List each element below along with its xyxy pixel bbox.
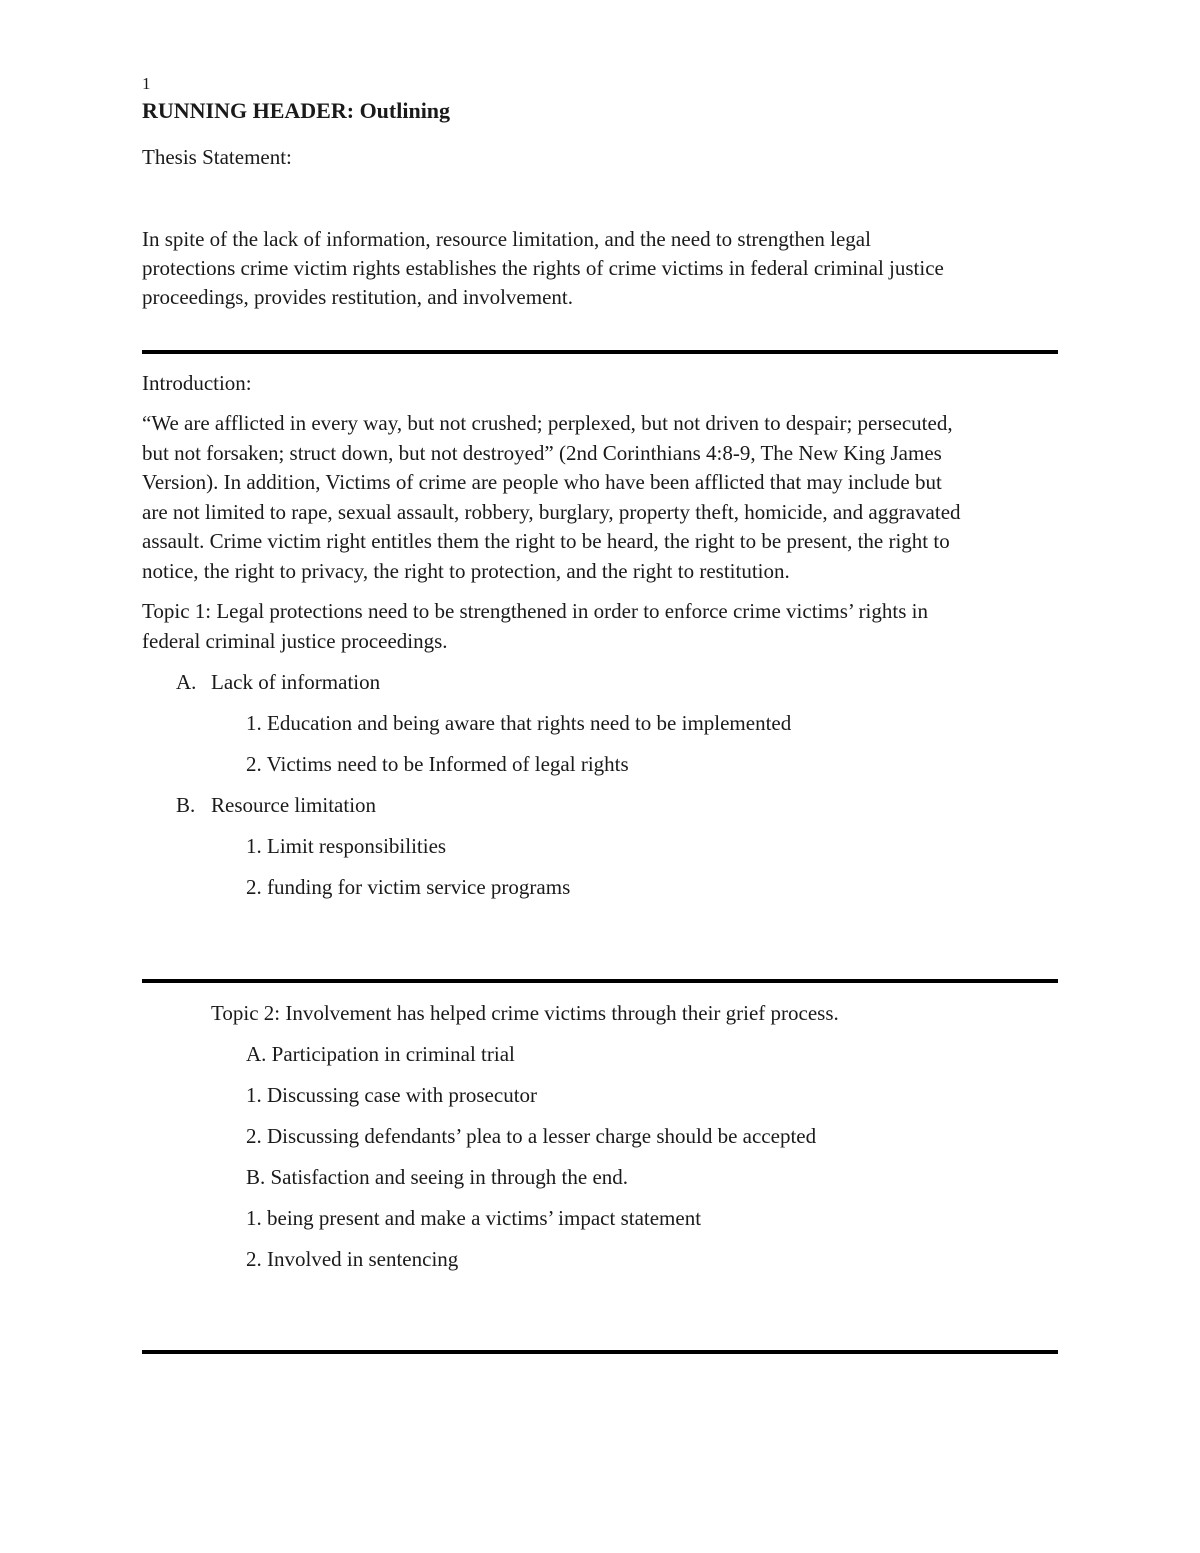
section-divider-2 xyxy=(142,979,1058,983)
topic2-b1: 1. being present and make a victims’ impact statement xyxy=(246,1206,702,1230)
introduction-line-6: notice, the right to privacy, the right to protection, and the right to restitution. xyxy=(142,559,790,583)
thesis-label: Thesis Statement: xyxy=(142,145,292,169)
topic1-a-marker: A. xyxy=(176,670,197,694)
topic2-a1: 1. Discussing case with prosecutor xyxy=(246,1083,538,1107)
topic1-a1: 1. Education and being aware that rights need to be implemented xyxy=(246,711,792,735)
topic1-a2: 2. Victims need to be Informed of legal rights xyxy=(246,752,629,776)
topic2-a2: 2. Discussing defendants’ plea to a lesser charge should be accepted xyxy=(246,1124,817,1148)
topic2-heading: Topic 2: Involvement has helped crime victims through their grief process. xyxy=(211,1001,839,1025)
running-header-prefix: RUNNING HEADER: xyxy=(142,98,360,123)
topic2-a: A. Participation in criminal trial xyxy=(246,1042,515,1066)
topic1-b2: 2. funding for victim service programs xyxy=(246,875,571,899)
section-divider-3 xyxy=(142,1350,1058,1354)
topic1-b-marker: B. xyxy=(176,793,196,817)
introduction-line-4: are not limited to rape, sexual assault, robbery, burglary, property theft, homicide, and aggravated xyxy=(142,500,961,524)
page-number: 1 xyxy=(142,74,151,93)
topic1-line-1: Topic 1: Legal protections need to be strengthened in order to enforce crime victims’ rights in xyxy=(142,599,928,623)
thesis-line-3: proceedings, provides restitution, and involvement. xyxy=(142,285,573,309)
topic1-line-2: federal criminal justice proceedings. xyxy=(142,629,448,653)
topic2-b: B. Satisfaction and seeing in through the end. xyxy=(246,1165,629,1189)
thesis-line-2: protections crime victim rights establishes the rights of crime victims in federal criminal justice xyxy=(142,256,944,280)
running-header xyxy=(142,97,450,125)
thesis-line-1: In spite of the lack of information, resource limitation, and the need to strengthen legal xyxy=(142,227,871,251)
topic1-b-text: Resource limitation xyxy=(211,793,377,817)
introduction-line-1: “We are afflicted in every way, but not crushed; perplexed, but not driven to despair; persecuted, xyxy=(142,411,953,435)
introduction-label: Introduction: xyxy=(142,371,252,395)
introduction-line-3: Version). In addition, Victims of crime are people who have been afflicted that may include but xyxy=(142,470,942,494)
topic1-b1: 1. Limit responsibilities xyxy=(246,834,447,858)
running-header-title: Outlining xyxy=(359,98,451,123)
introduction-line-5: assault. Crime victim right entitles them the right to be heard, the right to be present, the right to xyxy=(142,529,950,553)
topic2-b2: 2. Involved in sentencing xyxy=(246,1247,459,1271)
section-divider-1 xyxy=(142,350,1058,354)
introduction-line-2: but not forsaken; struct down, but not destroyed” (2nd Corinthians 4:8-9, The New King James xyxy=(142,441,942,465)
topic1-a-text: Lack of information xyxy=(211,670,381,694)
